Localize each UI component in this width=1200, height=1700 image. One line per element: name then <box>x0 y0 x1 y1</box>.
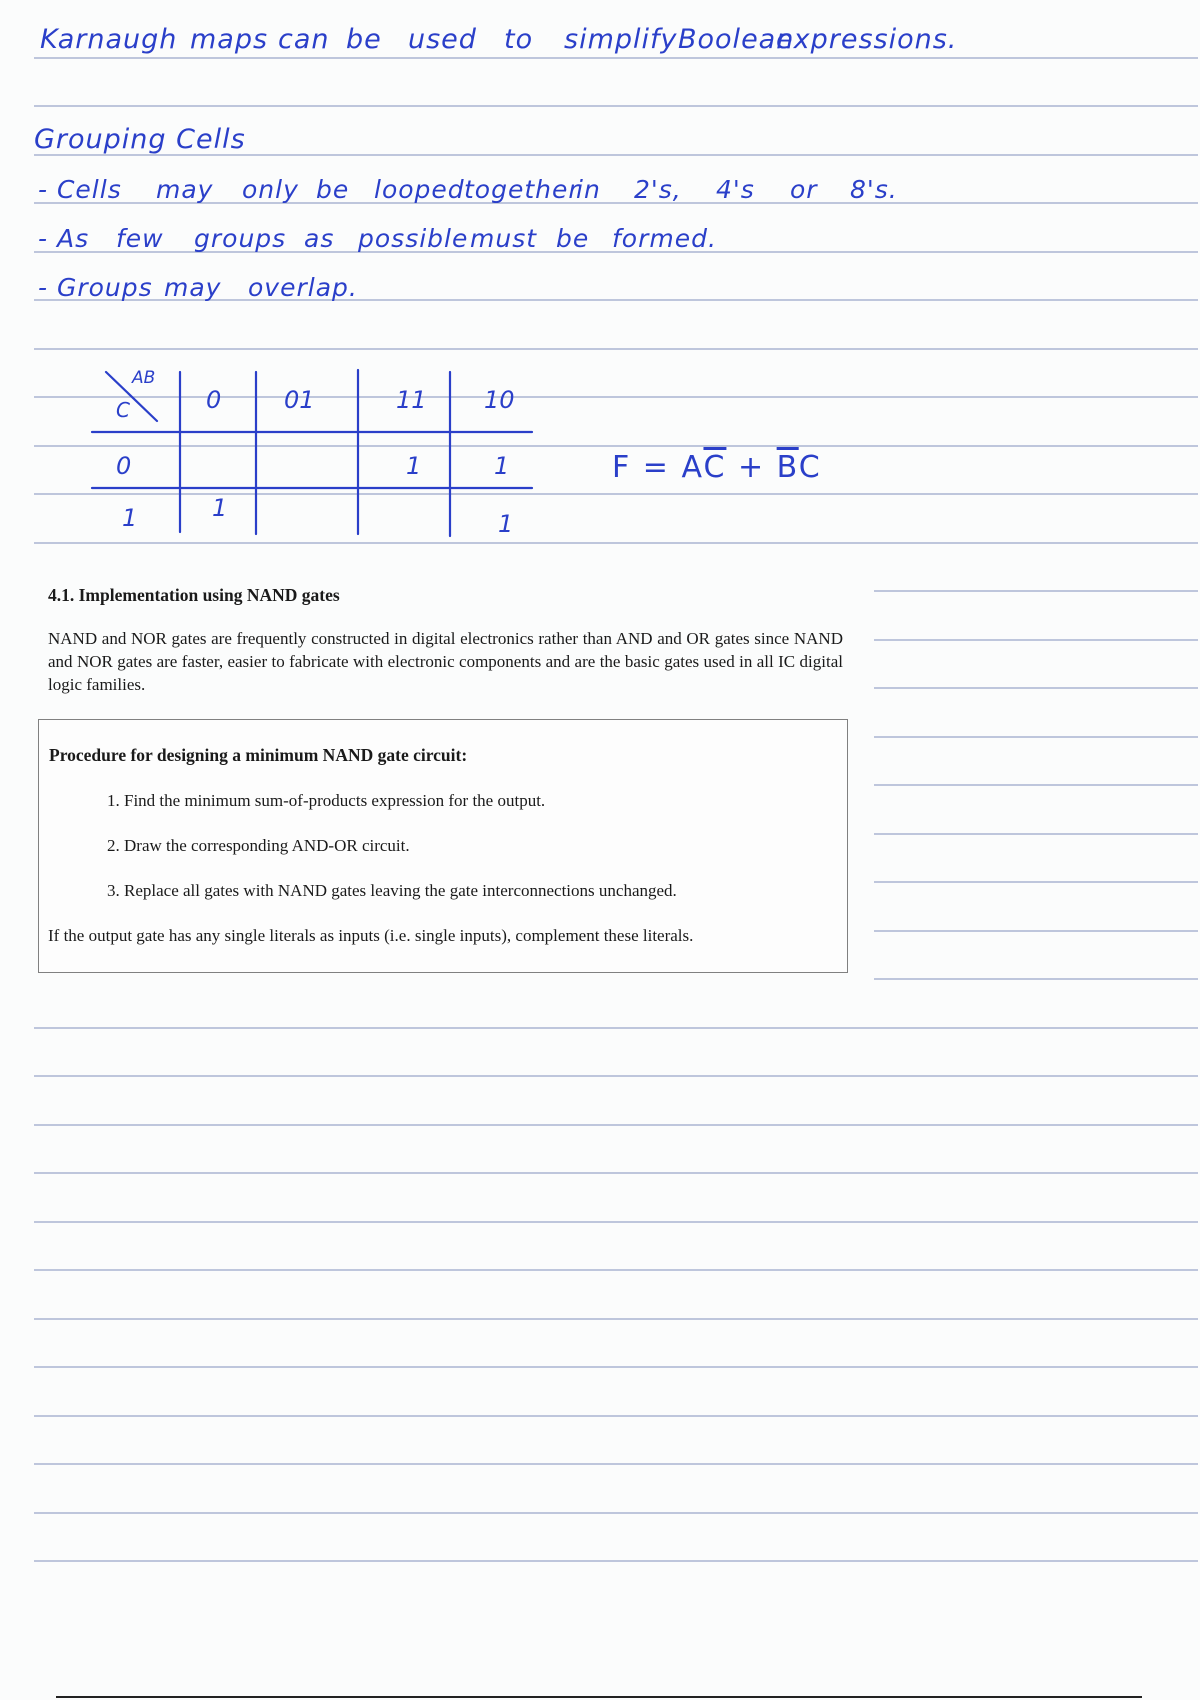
section-paragraph: NAND and NOR gates are frequently constructed in digital electronics rather than AND and OR gates since NAND and NOR gates are faster, easier to fabricate with electronic components and are the basic gates used in all IC digital logic families. <box>48 629 843 694</box>
title-word: be <box>346 24 382 55</box>
bullet-word: in <box>576 175 601 204</box>
bullet-word: be <box>556 224 590 253</box>
handwritten-heading: Grouping Cells <box>34 124 246 155</box>
kmap-col-header: 10 <box>484 386 515 414</box>
kmap-col-header: 01 <box>284 386 315 414</box>
kmap-row-header: 1 <box>122 504 138 532</box>
bullet-word: together <box>464 175 580 204</box>
formula-part: C <box>798 450 822 485</box>
bullet-word: - Groups <box>38 273 153 302</box>
bullet-word: 4's <box>716 175 755 204</box>
bullet-word: only <box>242 175 299 204</box>
procedure-title: Procedure for designing a minimum NAND gate circuit: <box>49 745 468 765</box>
bullet-word: groups <box>194 224 287 253</box>
section-heading: 4.1. Implementation using NAND gates <box>48 585 340 605</box>
kmap-corner-c: C <box>116 398 130 422</box>
kmap-row-header: 0 <box>116 452 132 480</box>
kmap-cell: 1 <box>498 510 514 538</box>
kmap-corner-ab: AB <box>132 368 156 388</box>
kmap-cell: 1 <box>494 452 510 480</box>
formula-part: + <box>726 450 777 485</box>
kmap-col-header: 0 <box>206 386 222 414</box>
bullet-word: - As <box>38 224 90 253</box>
title-word: used <box>408 24 477 55</box>
title-word: Karnaugh <box>40 24 178 55</box>
title-word: maps <box>190 24 269 55</box>
formula-complement: $\overline{B}$ <box>776 450 799 485</box>
simplified-expression <box>612 450 822 485</box>
bullet-word: or <box>790 175 818 204</box>
title-word: expressions. <box>776 24 958 55</box>
title-word: Boolean <box>678 24 795 55</box>
procedure-note: If the output gate has any single literals as inputs (i.e. single inputs), complement these literals. <box>48 926 694 945</box>
bullet-word: be <box>316 175 350 204</box>
procedure-step: 2. Draw the corresponding AND-OR circuit. <box>107 836 410 855</box>
bullet-word: may <box>156 175 214 204</box>
bullet-word: possible <box>358 224 469 253</box>
bullet-word: 2's, <box>634 175 682 204</box>
bullet-word: as <box>304 224 335 253</box>
formula-complement: $\overline{C}$ <box>703 450 727 485</box>
kmap-cell: 1 <box>406 452 422 480</box>
bullet-word: - Cells <box>38 175 122 204</box>
kmap-cell: 1 <box>212 494 228 522</box>
formula-part: F = A <box>612 450 704 485</box>
bullet-word: few <box>116 224 164 253</box>
bullet-word: may <box>164 273 222 302</box>
bullet-word: must <box>470 224 538 253</box>
title-word: simplify <box>564 24 678 55</box>
bullet-word: 8's. <box>850 175 898 204</box>
procedure-step: 1. Find the minimum sum-of-products expression for the output. <box>107 791 546 810</box>
kmap-col-header: 11 <box>396 386 427 414</box>
bullet-word: formed. <box>612 224 717 253</box>
procedure-step: 3. Replace all gates with NAND gates leaving the gate interconnections unchanged. <box>107 881 677 900</box>
bullet-word: overlap. <box>248 273 358 302</box>
procedure-box <box>38 719 848 973</box>
bullet-word: looped <box>374 175 465 204</box>
title-word: to <box>504 24 534 55</box>
title-word: can <box>278 24 330 55</box>
